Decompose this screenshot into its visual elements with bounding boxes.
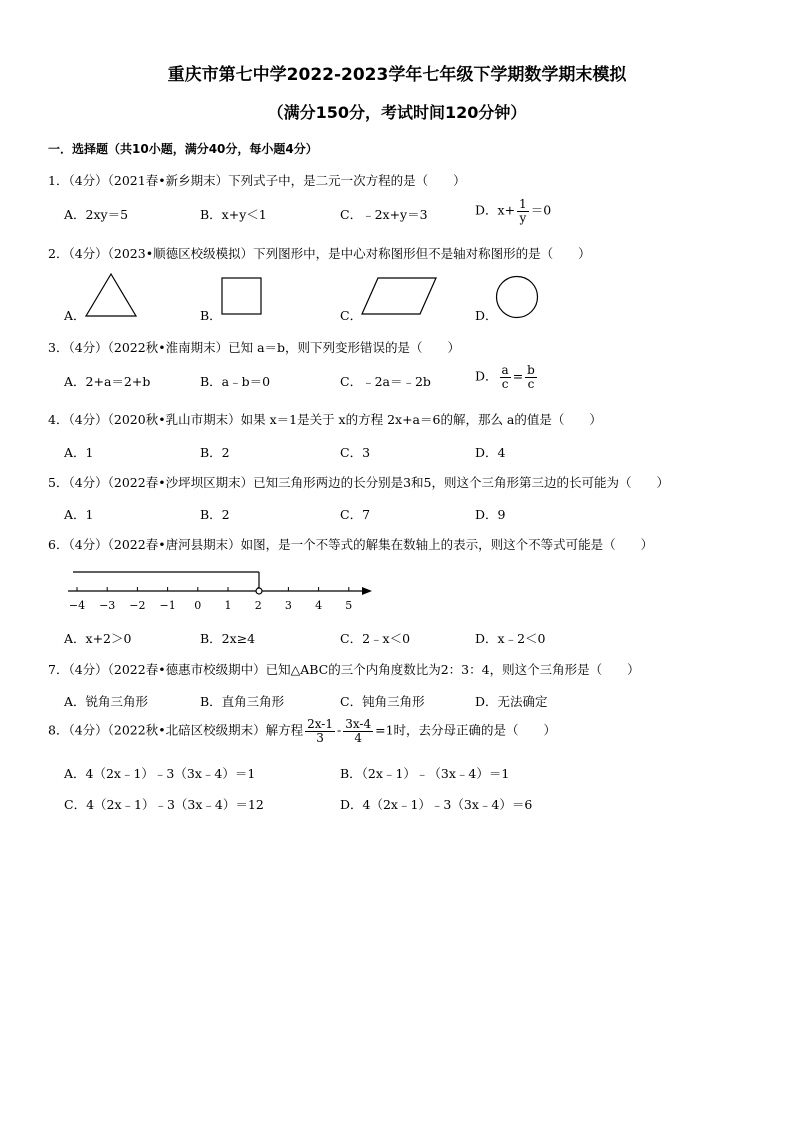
option-c[interactable]: C． bbox=[340, 308, 363, 323]
square-icon bbox=[220, 276, 264, 316]
number-line-label: 1 bbox=[224, 599, 232, 612]
option-c[interactable]: C．7 bbox=[340, 507, 371, 522]
question-text: （4分）（2022春•德惠市校级期中）已知△ABC的三个内角度数比为2：3：4，则这个三角形是（ ） bbox=[68, 662, 640, 677]
option-d[interactable]: D．9 bbox=[475, 507, 506, 522]
question-number: 8． bbox=[48, 722, 69, 738]
question-8: 8．（4分）（2022秋•北碚区校级期末）解方程 $\frac{2x-1}{3}$ - $\frac{3x-4}{4}$ =1时，去分母正确的是（ ） bbox=[48, 717, 557, 745]
question-text: （4分）（2022春•唐河县期末）如图，是一个不等式的解集在数轴上的表示，则这个不等式可能是（ ） bbox=[68, 537, 654, 552]
fraction: $\frac{2x-1}{3}$ bbox=[307, 717, 333, 745]
page-title: 重庆市第七中学2022-2023学年七年级下学期数学期末模拟 bbox=[167, 65, 627, 85]
question-number: 5． bbox=[48, 475, 69, 490]
question-7 bbox=[48, 660, 640, 678]
parallelogram-icon bbox=[360, 276, 440, 316]
number-line-label: 5 bbox=[345, 599, 353, 612]
number-line bbox=[58, 560, 378, 616]
option-b[interactable]: B．x+y＜1 bbox=[200, 207, 267, 222]
option-d[interactable]: D．x﹣2＜0 bbox=[475, 631, 546, 646]
option-b[interactable]: B．2 bbox=[200, 445, 230, 460]
question-text: （4分）（2022秋•淮南期末）已知 a＝b，则下列变形错误的是（ ） bbox=[68, 340, 461, 355]
question-number: 7． bbox=[48, 662, 69, 677]
option-b[interactable]: B．2x≥4 bbox=[200, 631, 256, 646]
question-number: 2． bbox=[48, 246, 69, 261]
option-c[interactable]: C．3 bbox=[340, 445, 371, 460]
option-d[interactable]: D．无法确定 bbox=[475, 694, 548, 709]
option-a[interactable]: A． bbox=[64, 308, 86, 323]
number-line-label: 4 bbox=[315, 599, 323, 612]
option-c[interactable]: C．钝角三角形 bbox=[340, 694, 425, 709]
number-line-label: −4 bbox=[68, 599, 86, 612]
number-line-label: 3 bbox=[284, 599, 292, 612]
option-a[interactable]: A．2xy＝5 bbox=[64, 207, 129, 222]
option-d[interactable]: D．4（2x﹣1）﹣3（3x﹣4）＝6 bbox=[340, 797, 533, 812]
question-number: 1． bbox=[48, 173, 69, 188]
question-text: （4分）（2020秋•乳山市期末）如果 x＝1是关于 x的方程 2x+a＝6的解，那么 a的值是（ ） bbox=[68, 412, 602, 427]
question-number: 6． bbox=[48, 537, 69, 552]
section-heading: 一．选择题（共10小题，满分40分，每小题4分） bbox=[48, 142, 318, 156]
option-b[interactable]: B．（2x﹣1）﹣（3x﹣4）＝1 bbox=[340, 766, 510, 781]
fraction: $\frac{b}{c}$ bbox=[527, 363, 535, 391]
fraction: $\frac{a}{c}$ bbox=[501, 363, 509, 391]
question-3 bbox=[48, 338, 460, 356]
option-a[interactable]: A．x+2＞0 bbox=[64, 631, 132, 646]
option-b[interactable]: B．2 bbox=[200, 507, 230, 522]
number-line-label: −2 bbox=[129, 599, 146, 612]
question-text: （4分）（2021春•新乡期末）下列式子中，是二元一次方程的是（ ） bbox=[68, 173, 466, 188]
question-2 bbox=[48, 244, 591, 262]
question-4 bbox=[48, 410, 602, 428]
option-d[interactable]: D．x+ $\frac{1}{y}$ ＝0 bbox=[475, 197, 552, 225]
question-number: 4． bbox=[48, 412, 69, 427]
question-text: （4分）（2022春•沙坪坝区期末）已知三角形两边的长分别是3和5，则这个三角形第三边的长可能为（ ） bbox=[68, 475, 669, 490]
option-b[interactable]: B． bbox=[200, 308, 222, 323]
question-1 bbox=[48, 171, 466, 189]
question-text: （4分）（2023•顺德区校级模拟）下列图形中，是中心对称图形但不是轴对称图形的是（ ） bbox=[68, 246, 591, 261]
number-line-label: 0 bbox=[194, 599, 202, 612]
option-a[interactable]: A．2+a＝2+b bbox=[64, 374, 151, 389]
number-line-label: −1 bbox=[159, 599, 176, 612]
question-5 bbox=[48, 473, 669, 491]
option-b[interactable]: B．直角三角形 bbox=[200, 694, 285, 709]
page-subtitle: （满分150分，考试时间120分钟） bbox=[267, 103, 527, 122]
option-b[interactable]: B．a﹣b＝0 bbox=[200, 374, 271, 389]
option-c[interactable]: C．4（2x﹣1）﹣3（3x﹣4）＝12 bbox=[64, 797, 264, 812]
question-number: 3． bbox=[48, 340, 69, 355]
option-c[interactable]: C．2﹣x＜0 bbox=[340, 631, 411, 646]
fraction: $\frac{3x-4}{4}$ bbox=[345, 717, 372, 745]
option-a[interactable]: A．4（2x﹣1）﹣3（3x﹣4）＝1 bbox=[64, 766, 256, 781]
option-c[interactable]: C．﹣2a＝﹣2b bbox=[340, 374, 431, 389]
open-endpoint bbox=[256, 588, 262, 594]
option-c[interactable]: C．﹣2x+y＝3 bbox=[340, 207, 428, 222]
circle-icon bbox=[494, 274, 540, 320]
question-6 bbox=[48, 535, 653, 553]
number-line-arrow bbox=[362, 587, 372, 595]
number-line-label: −3 bbox=[99, 599, 116, 612]
number-line-label: 2 bbox=[254, 599, 262, 612]
triangle-icon bbox=[84, 272, 138, 318]
option-a[interactable]: A．锐角三角形 bbox=[64, 694, 149, 709]
option-a[interactable]: A．1 bbox=[64, 507, 94, 522]
option-d[interactable]: D． $\frac{a}{c}$ = $\frac{b}{c}$ bbox=[475, 363, 535, 391]
fraction: $\frac{1}{y}$ bbox=[519, 197, 527, 225]
option-a[interactable]: A．1 bbox=[64, 445, 94, 460]
option-d[interactable]: D． bbox=[475, 308, 498, 323]
option-d[interactable]: D．4 bbox=[475, 445, 506, 460]
